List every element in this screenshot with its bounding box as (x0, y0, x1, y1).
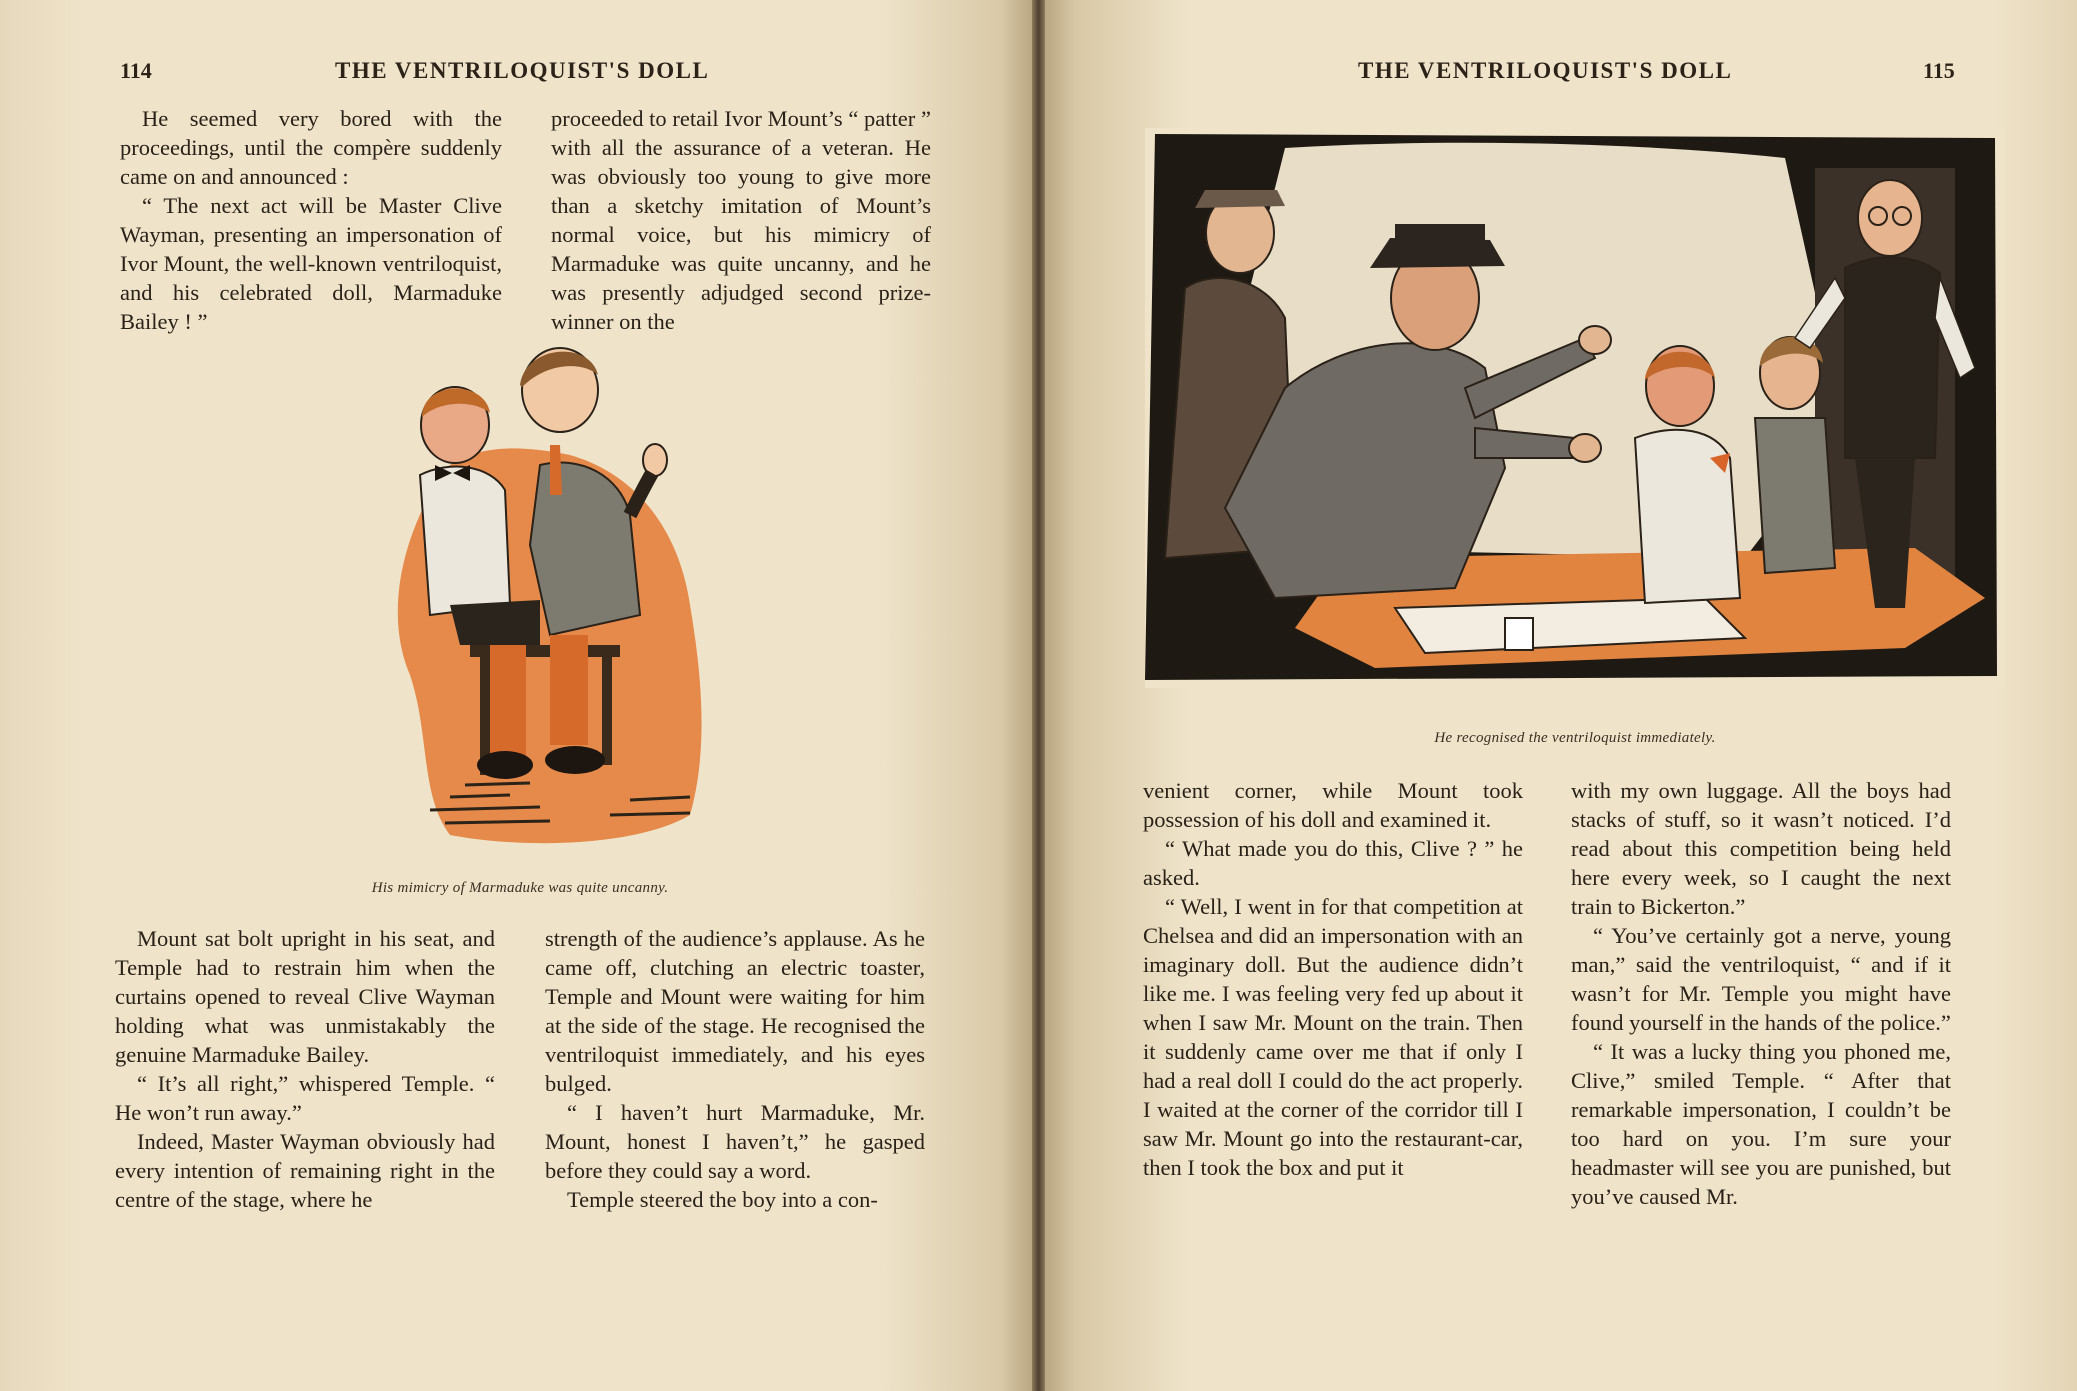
column-bottom-2 (545, 924, 925, 1214)
illustration-caption: His mimicry of Marmaduke was quite uncanny. (371, 880, 669, 896)
column-top-2 (551, 104, 931, 336)
paragraph: proceeded to retail Ivor Mount’s “ patter ” with all the assurance of a veteran. He was obviously too young to give more than a sketchy imitation of Mount’s normal voice, but his mimicry of Marmaduke was quite uncanny, and he was presently adjudged second prize-winner on the (551, 106, 931, 334)
paragraph: “ I haven’t hurt Marmaduke, Mr. Mount, honest I haven’t,” he gasped before they could say a word. (545, 1100, 925, 1183)
paragraph: strength of the audience’s applause. As he came off, clutching an electric toaster, Temple and Mount were waiting for him at the side of the stage. He recognised the ventriloquist immediately, and his eyes bulged. (545, 926, 925, 1096)
paragraph: venient corner, while Mount took possession of his doll and examined it. (1143, 778, 1523, 832)
column-1 (1143, 776, 1523, 1182)
right-page (1045, 0, 2077, 1391)
paragraph: “ You’ve certainly got a nerve, young man,” said the ventriloquist, “ and if it wasn’t for Mr. Temple you might have found yourself in the hands of the police.” (1571, 923, 1951, 1035)
paragraph: Indeed, Master Wayman obviously had every intention of remaining right in the centre of the stage, where he (115, 1129, 495, 1212)
left-page (0, 0, 1032, 1391)
paragraph: “ It was a lucky thing you phoned me, Clive,” smiled Temple. “ After that remarkable impersonation, I couldn’t be too hard on you. I’m sure your headmaster will see you are punished, but you’ve caused Mr. (1571, 1039, 1951, 1209)
paragraph: “ Well, I went in for that competition at Chelsea and did an impersonation with an imaginary doll. But the audience didn’t like me. I was feeling very fed up about it when I saw Mr. Mount on the train. Then it suddenly came over me that if only I had a real doll I could do the act properly. I waited at the corner of the corridor till I saw Mr. Mount go into the restaurant-car, then I took the box and put it (1143, 894, 1523, 1180)
paragraph: with my own luggage. All the boys had stacks of stuff, so it wasn’t noticed. I’d read about this competition being held here every week, so I caught the next train to Bickerton.” (1571, 778, 1951, 919)
paragraph: “ The next act will be Master Clive Wayman, presenting an impersonation of Ivor Mount, the well-known ventriloquist, and his celebrated doll, Marmaduke Bailey ! ” (120, 193, 502, 334)
illustration-recognition-scene (1145, 128, 2005, 688)
running-head: THE VENTRILOQUIST'S DOLL (1358, 58, 1733, 83)
paragraph: “ It’s all right,” whispered Temple. “ He won’t run away.” (115, 1071, 495, 1125)
illustration-boy-with-doll (390, 345, 720, 855)
illustration-caption: He recognised the ventriloquist immediately. (1434, 730, 1716, 746)
column-bottom-1 (115, 924, 495, 1214)
paragraph: Temple steered the boy into a con- (567, 1187, 878, 1212)
book-gutter (1032, 0, 1045, 1391)
paragraph: He seemed very bored with the proceedings, until the compère suddenly came on and announced : (120, 106, 502, 189)
column-top-1 (120, 104, 502, 336)
paragraph: “ What made you do this, Clive ? ” he asked. (1143, 836, 1523, 890)
running-head: THE VENTRILOQUIST'S DOLL (335, 58, 710, 83)
page-number: 114 (120, 58, 152, 83)
page-number: 115 (1923, 58, 1955, 83)
column-2 (1571, 776, 1951, 1211)
paragraph: Mount sat bolt upright in his seat, and Temple had to restrain him when the curtains opened to reveal Clive Wayman holding what was unmistakably the genuine Marmaduke Bailey. (115, 926, 495, 1067)
